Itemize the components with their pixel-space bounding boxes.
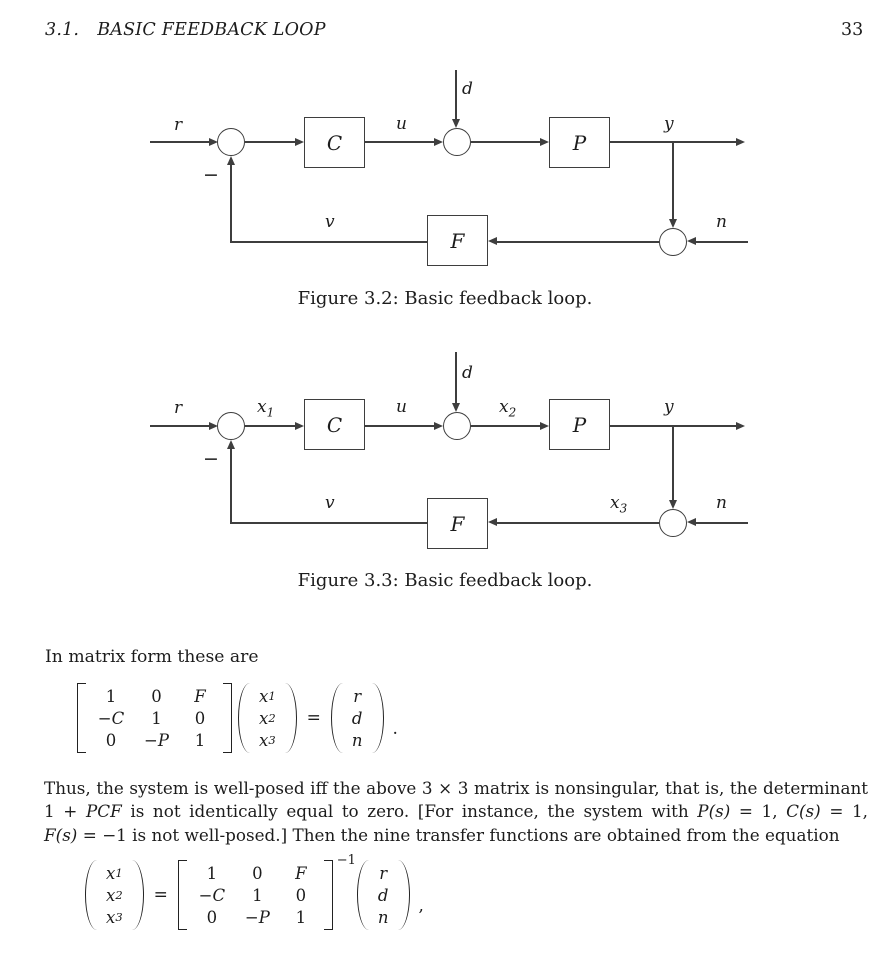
minus-sign: − [203,448,219,470]
vector-cell [259,729,276,751]
equation-transfer-functions [85,853,424,930]
summing-junction-3 [659,228,687,256]
signal-label-n: n [716,212,727,232]
vector-cell [259,707,276,729]
block-f: F [427,498,488,549]
c-to-sum2-line [365,425,435,427]
signal-label-r: r [174,398,183,418]
x3-subscript: 3 [619,501,628,516]
figure-3-2-caption: Figure 3.2: Basic feedback loop. [297,288,593,309]
right-square-bracket [223,683,232,753]
x3-base: x [610,493,620,513]
arrowhead-output [736,422,745,430]
signal-label-u: u [396,397,407,417]
x2-subscript: 2 [508,405,517,420]
signal-label-v: v [325,493,335,513]
x1-subscript: 1 [115,866,123,880]
matrix-cell: −P [244,907,270,927]
left-paren [238,683,250,753]
vector-cell: d [351,708,363,728]
arrowhead-into-p [540,138,549,146]
right-paren [285,683,297,753]
arrowhead-output [736,138,745,146]
inverse-exponent: −1 [336,853,356,868]
signal-label-u: u [396,114,407,134]
paragraph-line: 1 + PCF is not identically equal to zero. [For instance, the system with P(s) = 1, C(s) = 1, [44,801,868,822]
block-f: F [427,215,488,266]
matrix-grid [86,683,223,753]
vector-cell [106,884,123,906]
left-paren [331,683,343,753]
minus-sign: − [203,164,219,186]
left-paren [85,860,97,930]
summing-junction-1 [217,128,245,156]
arrowhead-d-into-sum2 [452,119,460,128]
eq2-coefficient-matrix [178,853,356,930]
equation-period: . [392,719,398,739]
vector-cell: r [353,686,362,706]
figure-3-3-caption: Figure 3.3: Basic feedback loop. [297,570,593,591]
vector-cell: d [377,885,389,905]
block-p: P [549,399,610,450]
arrowhead-feedback-into-sum1 [227,156,235,165]
paragraph-line: F(s) = −1 is not well-posed.] Then the nine transfer functions are obtained from the equation [44,824,840,845]
matrix-cell: 0 [206,907,218,927]
left-square-bracket [178,860,187,930]
matrix-cell: −C [198,885,226,905]
vector-cell: n [351,730,363,750]
x1-subscript: 1 [268,689,276,703]
matrix-cell: −C [97,708,125,728]
signal-label-x1 [257,399,274,418]
x2-base: x [499,397,509,417]
arrowhead-into-sum2 [434,138,443,146]
d-input-line [455,352,457,403]
block-p: P [549,117,610,168]
matrix-cell: 0 [194,708,206,728]
signal-label-d: d [462,363,473,383]
x3-base: x [106,907,116,927]
left-square-bracket [77,683,86,753]
right-square-bracket [324,860,333,930]
y-branch-line [672,426,674,500]
signal-label-v: v [325,212,335,232]
sum2-to-p-line [471,141,540,143]
feedback-up-line [230,165,232,242]
arrowhead-into-sum3 [669,219,677,228]
intro-sentence: In matrix form these are [45,647,259,667]
d-input-line [455,70,457,119]
feedback-up-line [230,449,232,523]
right-paren [398,860,410,930]
x3-subscript: 3 [115,910,123,924]
equals-sign: = [153,885,168,905]
x2-base: x [106,885,116,905]
equation-comma: , [418,896,424,916]
x3-base: x [259,730,269,750]
arrowhead-into-f [488,518,497,526]
matrix-cell: 0 [151,686,162,706]
arrowhead-into-sum2 [434,422,443,430]
x2-base: x [259,708,269,728]
arrowhead-into-f [488,237,497,245]
matrix-cell: 0 [105,730,117,750]
paragraph-line: Thus, the system is well-posed iff the above 3 × 3 matrix is nonsingular, that is, the determinant [44,778,868,798]
page-number: 33 [841,20,864,40]
figure-3-3-diagram [0,340,890,572]
matrix-cell: −P [144,730,169,750]
c-to-sum2-line [365,141,435,143]
matrix-cell: 0 [295,885,307,905]
block-c: C [304,117,365,168]
summing-junction-2 [443,128,471,156]
signal-label-y: y [664,397,674,417]
x2-subscript: 2 [268,711,276,725]
sum3-to-f-line [497,241,659,243]
arrowhead-d-into-sum2 [452,403,460,412]
matrix-cell: 1 [105,686,117,706]
matrix-cell: 1 [295,907,307,927]
sum1-to-c-line [245,141,295,143]
vector-cell [259,685,276,707]
vector-cell [106,862,123,884]
arrowhead-into-p [540,422,549,430]
block-c: C [304,399,365,450]
matrix-cell: 0 [252,863,263,883]
eq2-state-vector [85,860,144,930]
matrix-cell: 1 [194,730,206,750]
vector-column [97,860,132,930]
signal-label-r: r [174,115,183,135]
matrix-cell: 1 [206,863,218,883]
body-paragraph [44,777,868,847]
x1-subscript: 1 [266,405,275,420]
sum3-to-f-line [497,522,659,524]
equation-matrix-form [77,683,398,753]
matrix-grid [187,860,324,930]
section-number: 3.1. [45,20,80,40]
arrowhead-n-into-sum3 [687,237,696,245]
n-input-line [696,241,748,243]
signal-label-y: y [664,114,674,134]
eq1-coefficient-matrix [77,683,232,753]
equals-sign: = [306,708,321,728]
matrix-cell: F [194,686,206,706]
x1-base: x [106,863,116,883]
signal-label-x2 [499,399,516,418]
sum1-to-c-line [245,425,295,427]
figure-3-2-diagram [0,60,890,290]
right-paren [132,860,144,930]
vector-cell: n [377,907,389,927]
running-head [45,20,326,40]
arrowhead-n-into-sum3 [687,518,696,526]
r-input-line [150,425,210,427]
eq2-rhs-vector [357,860,410,930]
arrowhead-into-sum3 [669,500,677,509]
eq1-rhs-vector [331,683,384,753]
vector-cell [106,906,123,928]
summing-junction-2 [443,412,471,440]
left-paren [357,860,369,930]
matrix-cell: F [295,863,307,883]
x3-subscript: 3 [268,733,276,747]
r-input-line [150,141,210,143]
summing-junction-1 [217,412,245,440]
matrix-cell: 1 [252,885,263,905]
vector-column [343,683,372,753]
eq1-state-vector [238,683,297,753]
y-branch-line [672,142,674,219]
vector-column [250,683,285,753]
x1-base: x [257,397,267,417]
sum2-to-p-line [471,425,540,427]
matrix-cell: 1 [151,708,162,728]
x2-subscript: 2 [115,888,123,902]
arrowhead-into-c [295,138,304,146]
vector-column [369,860,398,930]
signal-label-d: d [462,79,473,99]
section-title: BASIC FEEDBACK LOOP [97,20,326,40]
signal-label-x3 [610,495,627,514]
signal-label-n: n [716,493,727,513]
summing-junction-3 [659,509,687,537]
f-return-line [230,522,427,524]
f-return-line [230,241,427,243]
vector-cell: r [379,863,388,883]
arrowhead-into-c [295,422,304,430]
x1-base: x [259,686,269,706]
n-input-line [696,522,748,524]
right-paren [372,683,384,753]
arrowhead-feedback-into-sum1 [227,440,235,449]
